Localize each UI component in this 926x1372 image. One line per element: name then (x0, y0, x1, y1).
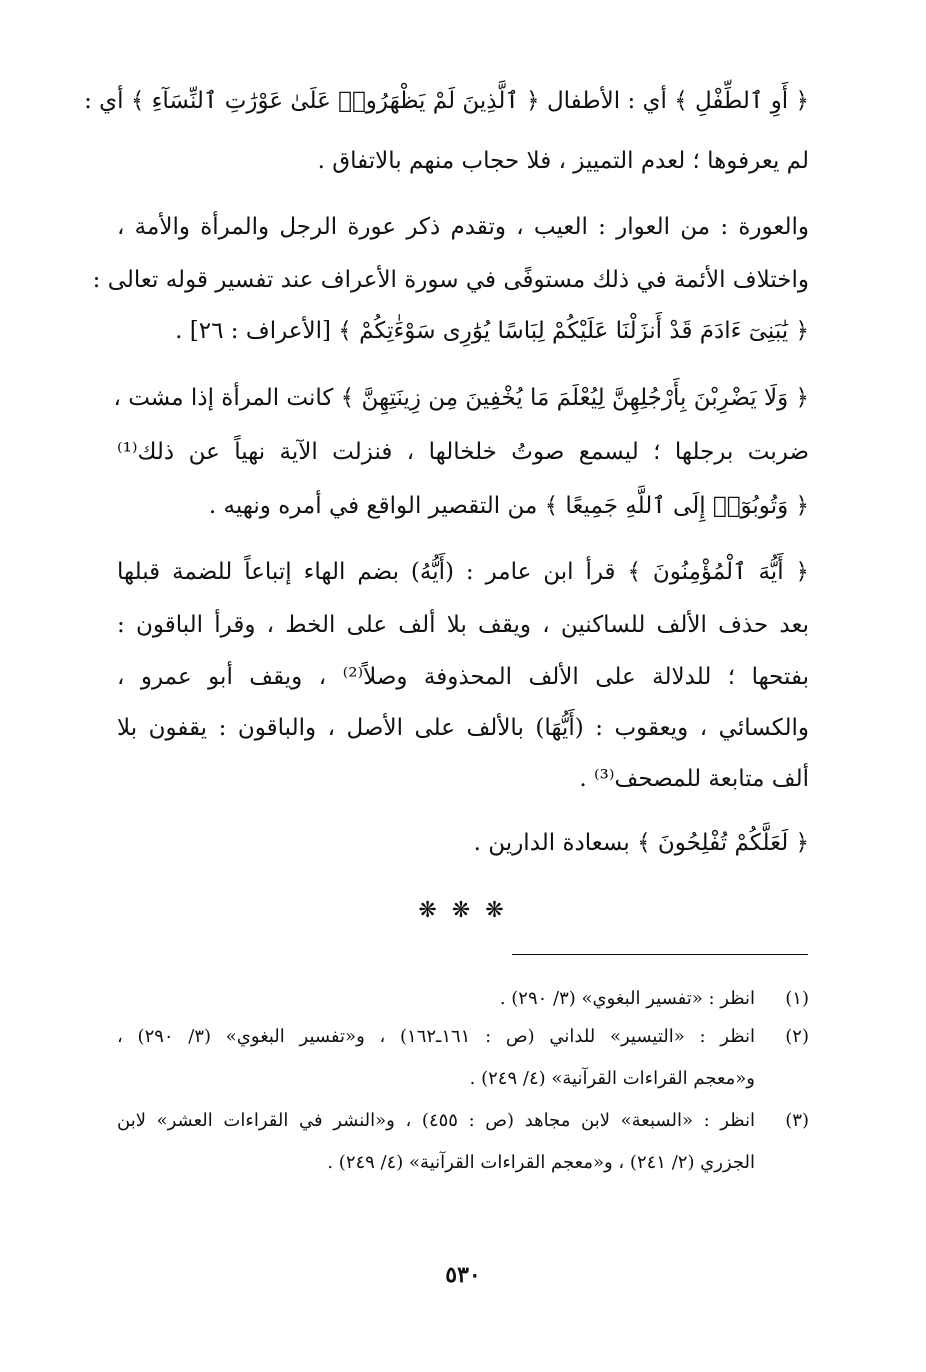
text-line: ضربت برجلها ؛ ليسمع صوتُ خلخالها ، فنزلت الآية نهياً عن ذلك⁽¹⁾ (117, 439, 809, 465)
page-number: ٥٣٠ (445, 1262, 481, 1288)
text-line: والكسائي ، ويعقوب : (أَيُّهَا) بالألف على الأصل ، والباقون : يقفون بلا (117, 715, 809, 741)
footnote-number: (١) (785, 988, 809, 1009)
footnote-text: و«معجم القراءات القرآنية» (٤/ ٢٤٩) . (469, 1068, 755, 1089)
text-line: لم يعرفوها ؛ لعدم التمييز ، فلا حجاب منهم بالاتفاق . (317, 148, 809, 174)
footnote-text: الجزري (٢/ ٢٤١) ، و«معجم القراءات القرآنية» (٤/ ٢٤٩) . (327, 1152, 755, 1173)
text-line: ﴿ يَٰبَنِىٓ ءَادَمَ قَدْ أَنزَلْنَا عَلَيْكُمْ لِبَاسًا يُوَٰرِى سَوْءَٰتِكُمْ ﴾ [الأعراف : ٢٦] . (175, 318, 809, 344)
footnote-number: (٣) (785, 1110, 809, 1131)
footnote-rule (512, 954, 808, 955)
text-line: ﴿ أَيُّهَ ٱلْمُؤْمِنُونَ ﴾ قرأ ابن عامر : (أَيُّهُ) بضم الهاء إتباعاً للضمة قبلها (117, 559, 809, 585)
text-line: والعورة : من العوار : العيب ، وتقدم ذكر عورة الرجل والمرأة والأمة ، (117, 214, 809, 240)
footnote-text: انظر : «تفسير البغوي» (٣/ ٢٩٠) . (499, 988, 755, 1009)
text-line: ﴿ أَوِ ٱلطِّفْلِ ﴾ أي : الأطفال ﴿ ٱلَّذِينَ لَمْ يَظْهَرُوا۟ عَلَىٰ عَوْرَٰتِ ٱلنِّسَآءِ ﴾ أي : (84, 88, 809, 114)
text-line: بفتحها ؛ للدلالة على الألف المحذوفة وصلاً⁽²⁾ ، ويقف أبو عمرو ، (117, 664, 809, 690)
footnote-number: (٢) (785, 1026, 809, 1047)
text-line: واختلاف الأئمة في ذلك مستوفًى في سورة الأعراف عند تفسير قوله تعالى : (92, 267, 809, 293)
text-line: ﴿ لَعَلَّكُمْ تُفْلِحُونَ ﴾ بسعادة الدارين . (473, 830, 809, 856)
text-line: ألف متابعة للمصحف⁽³⁾ . (579, 766, 809, 792)
text-line: بعد حذف الألف للساكنين ، ويقف بلا ألف على الخط ، وقرأ الباقون : (117, 612, 809, 638)
text-line: ﴿ وَتُوبُوٓا۟ إِلَى ٱللَّهِ جَمِيعًا ﴾ من التقصير الواقع في أمره ونهيه . (208, 493, 809, 519)
footnote-text: انظر : «السبعة» لابن مجاهد (ص : ٤٥٥) ، و«النشر في القراءات العشر» لابن (117, 1110, 756, 1131)
footnote-text: انظر : «التيسير» للداني (ص : ١٦١ـ١٦٢) ، و«تفسير البغوي» (٣/ ٢٩٠) ، (117, 1026, 755, 1047)
text-line: ﴿ وَلَا يَضْرِبْنَ بِأَرْجُلِهِنَّ لِيُعْلَمَ مَا يُخْفِينَ مِن زِينَتِهِنَّ ﴾ كانت المرأة إذا مشت ، (113, 385, 809, 411)
section-separator: ❋ ❋ ❋ (418, 898, 508, 923)
